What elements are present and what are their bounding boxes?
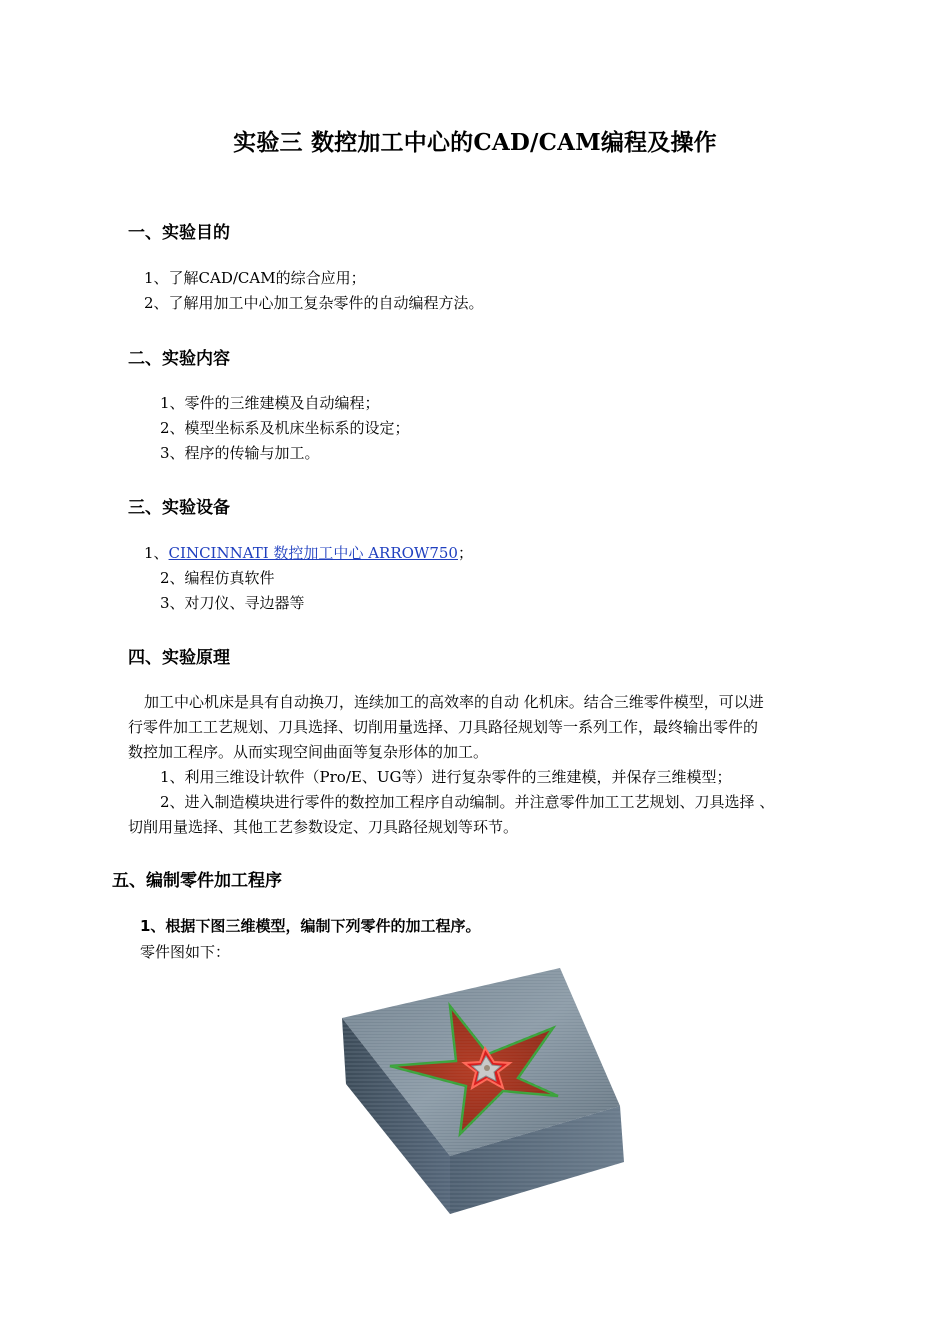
equipment-item-1-suffix: ； <box>457 544 473 562</box>
principle-line-6: 切削用量选择、其他工艺参数设定、刀具路径规划等环节。 <box>128 818 519 836</box>
equipment-item-3: 3、对刀仪、寻边器等 <box>160 594 305 612</box>
principle-line-2: 行零件加工工艺规划、刀具选择、切削用量选择、刀具路径规划等一系列工作，最终输出零件的 <box>128 718 759 736</box>
principle-line-1: 加工中心机床是具有自动换刀，连续加工的高效率的自动 化机床。结合三维零件模型，可以进 <box>144 693 764 711</box>
programming-subheading: 1、根据下图三维模型，编制下列零件的加工程序。 <box>140 917 481 935</box>
heading-programming: 五、编制零件加工程序 <box>112 871 282 891</box>
objective-item-1: 1、了解CAD/CAM的综合应用； <box>144 269 366 287</box>
figure-caption: 零件图如下： <box>140 943 231 961</box>
equipment-item-2: 2、编程仿真软件 <box>160 569 275 587</box>
principle-line-3: 数控加工程序。从而实现空间曲面等复杂形体的加工。 <box>128 743 489 761</box>
heading-equipment: 三、实验设备 <box>128 498 230 518</box>
page-title: 实验三 数控加工中心的CAD/CAM编程及操作 <box>233 129 717 156</box>
content-item-1: 1、零件的三维建模及自动编程； <box>160 394 380 412</box>
heading-content: 二、实验内容 <box>128 349 230 369</box>
part-model-image <box>338 966 628 1216</box>
equipment-item-1-prefix: 1、 <box>144 544 169 562</box>
equipment-link[interactable]: CINCINNATI 数控加工中心 ARROW750 <box>168 544 458 562</box>
heading-objective: 一、实验目的 <box>128 223 230 243</box>
heading-principle: 四、实验原理 <box>128 648 230 668</box>
principle-line-4: 1、利用三维设计软件（Pro/E、UG等）进行复杂零件的三维建模，并保存三维模型； <box>160 768 732 786</box>
principle-line-5: 2、进入制造模块进行零件的数控加工程序自动编制。并注意零件加工工艺规划、刀具选择 、 <box>160 793 775 811</box>
content-item-2: 2、模型坐标系及机床坐标系的设定； <box>160 419 410 437</box>
content-item-3: 3、程序的传输与加工。 <box>160 444 320 462</box>
equipment-item-1 <box>144 541 473 566</box>
objective-item-2: 2、了解用加工中心加工复杂零件的自动编程方法。 <box>144 294 484 312</box>
